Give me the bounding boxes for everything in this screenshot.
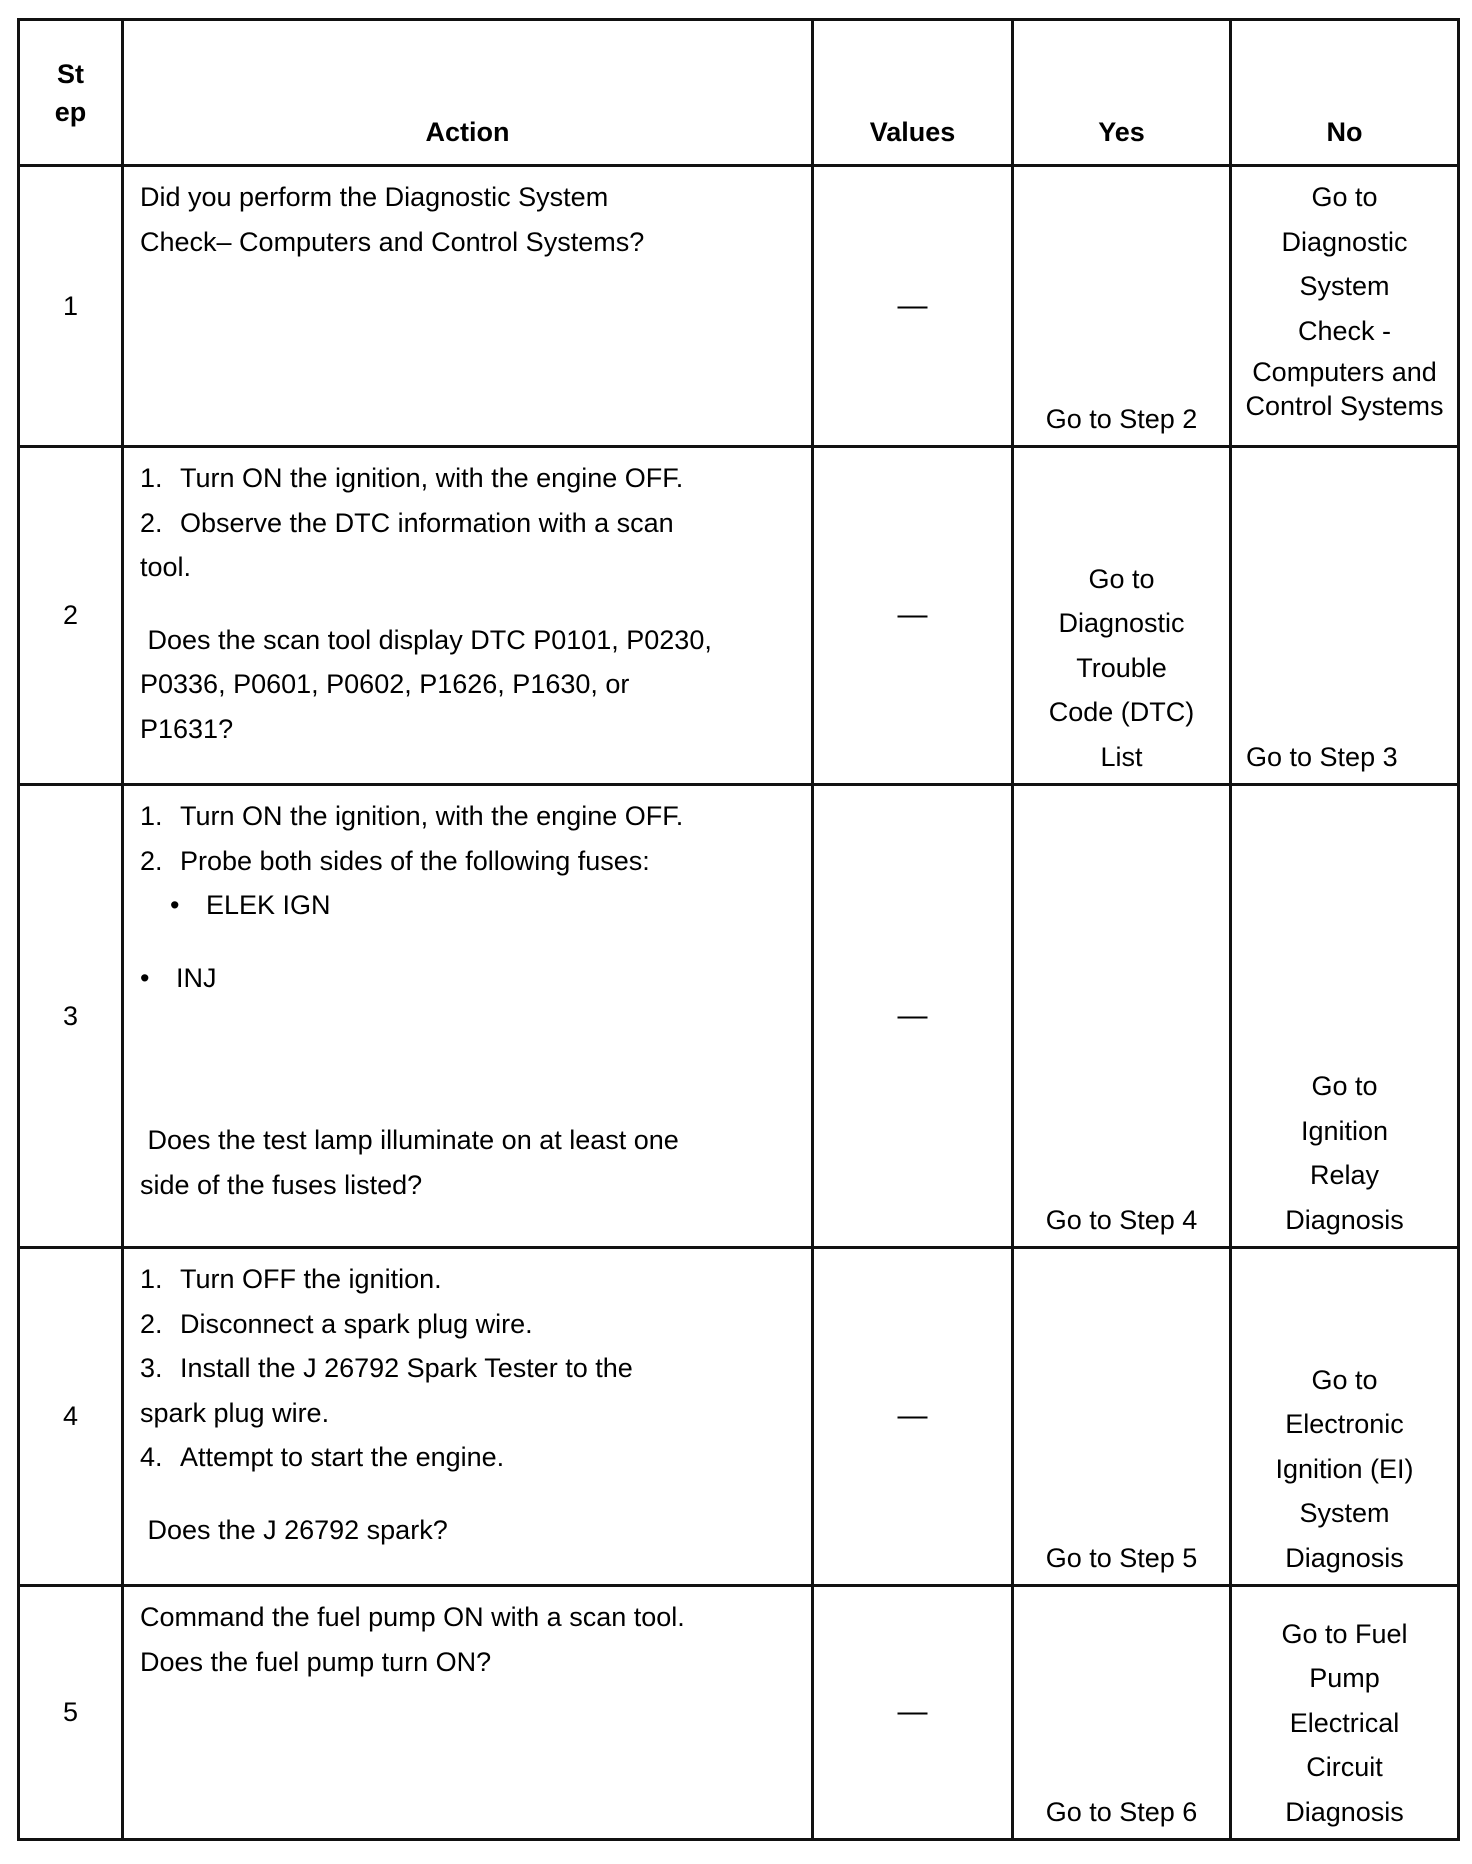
action-text: Command the fuel pump ON with a scan tool.	[140, 1602, 685, 1632]
action-item: 2. Observe the DTC information with a scan	[140, 507, 674, 538]
yes-cell	[1013, 166, 1231, 447]
values-cell: —	[813, 166, 1013, 447]
action-question: Does the test lamp illuminate on at least one	[140, 1125, 679, 1155]
action-question: P0336, P0601, P0602, P1626, P1630, or	[140, 669, 630, 699]
table-row	[19, 166, 1459, 447]
fuse-bullet: • INJ	[140, 962, 217, 993]
yes-link[interactable]: Go to Step 5	[1045, 1542, 1198, 1573]
action-text: Does the fuel pump turn ON?	[140, 1646, 492, 1677]
yes-link[interactable]: Go to Step 4	[1045, 1204, 1198, 1235]
action-cell	[123, 1586, 813, 1840]
no-link[interactable]: Go to Fuel Pump Electrical Circuit Diagnosis	[1281, 1618, 1408, 1827]
header-no: No	[1231, 20, 1459, 166]
header-action: Action	[123, 20, 813, 166]
table-row	[19, 1586, 1459, 1840]
action-item: 1. Turn ON the ignition, with the engine OFF.	[140, 463, 684, 493]
action-question: P1631?	[140, 713, 234, 744]
action-cell	[123, 166, 813, 447]
header-yes: Yes	[1013, 20, 1231, 166]
no-cell	[1231, 166, 1459, 447]
action-item: 1. Turn OFF the ignition.	[140, 1264, 442, 1294]
no-cell	[1231, 1248, 1459, 1586]
action-cell	[123, 785, 813, 1248]
no-cell	[1231, 447, 1459, 785]
diagnostic-table	[17, 18, 1460, 1841]
step-number: 5	[19, 1586, 123, 1840]
yes-cell	[1013, 1586, 1231, 1840]
action-item: 2. Probe both sides of the following fuses:	[140, 845, 650, 876]
diagnostic-table-container	[17, 18, 1457, 1841]
action-text: Check– Computers and Control Systems?	[140, 226, 645, 257]
fuse-bullet: • ELEK IGN	[170, 890, 331, 920]
action-cell	[123, 1248, 813, 1586]
action-question: Does the J 26792 spark?	[140, 1514, 448, 1545]
step-number: 3	[19, 785, 123, 1248]
step-number: 1	[19, 166, 123, 447]
action-item-continuation: spark plug wire.	[140, 1397, 330, 1428]
table-row	[19, 1248, 1459, 1586]
action-item: 3. Install the J 26792 Spark Tester to the	[140, 1353, 633, 1383]
yes-cell	[1013, 447, 1231, 785]
yes-link[interactable]: Go to Step 6	[1045, 1796, 1198, 1827]
table-row	[19, 785, 1459, 1248]
action-question: side of the fuses listed?	[140, 1169, 423, 1200]
table-row	[19, 447, 1459, 785]
action-text: Did you perform the Diagnostic System	[140, 182, 609, 212]
no-link[interactable]: Go to Diagnostic System Check - Computers and Control Systems	[1245, 182, 1444, 421]
yes-cell	[1013, 1248, 1231, 1586]
header-step: St ep	[19, 20, 123, 166]
step-number: 2	[19, 447, 123, 785]
action-cell	[123, 447, 813, 785]
table-header-row	[19, 20, 1459, 166]
yes-cell	[1013, 785, 1231, 1248]
no-cell	[1231, 1586, 1459, 1840]
values-cell: —	[813, 1248, 1013, 1586]
no-link[interactable]: Go to Step 3	[1246, 741, 1398, 772]
yes-link[interactable]: Go to Diagnostic Trouble Code (DTC) List	[1048, 563, 1195, 772]
yes-link[interactable]: Go to Step 2	[1045, 403, 1198, 434]
no-link[interactable]: Go to Ignition Relay Diagnosis	[1285, 1071, 1404, 1235]
values-cell: —	[813, 447, 1013, 785]
action-item: 4. Attempt to start the engine.	[140, 1442, 505, 1472]
action-question: Does the scan tool display DTC P0101, P0230,	[140, 624, 712, 655]
no-link[interactable]: Go to Electronic Ignition (EI) System Diagnosis	[1275, 1364, 1414, 1573]
values-cell: —	[813, 785, 1013, 1248]
action-item: 2. Disconnect a spark plug wire.	[140, 1308, 533, 1339]
step-number: 4	[19, 1248, 123, 1586]
values-cell: —	[813, 1586, 1013, 1840]
action-item-continuation: tool.	[140, 552, 192, 582]
header-values: Values	[813, 20, 1013, 166]
action-item: 1. Turn ON the ignition, with the engine OFF.	[140, 801, 684, 831]
no-cell	[1231, 785, 1459, 1248]
